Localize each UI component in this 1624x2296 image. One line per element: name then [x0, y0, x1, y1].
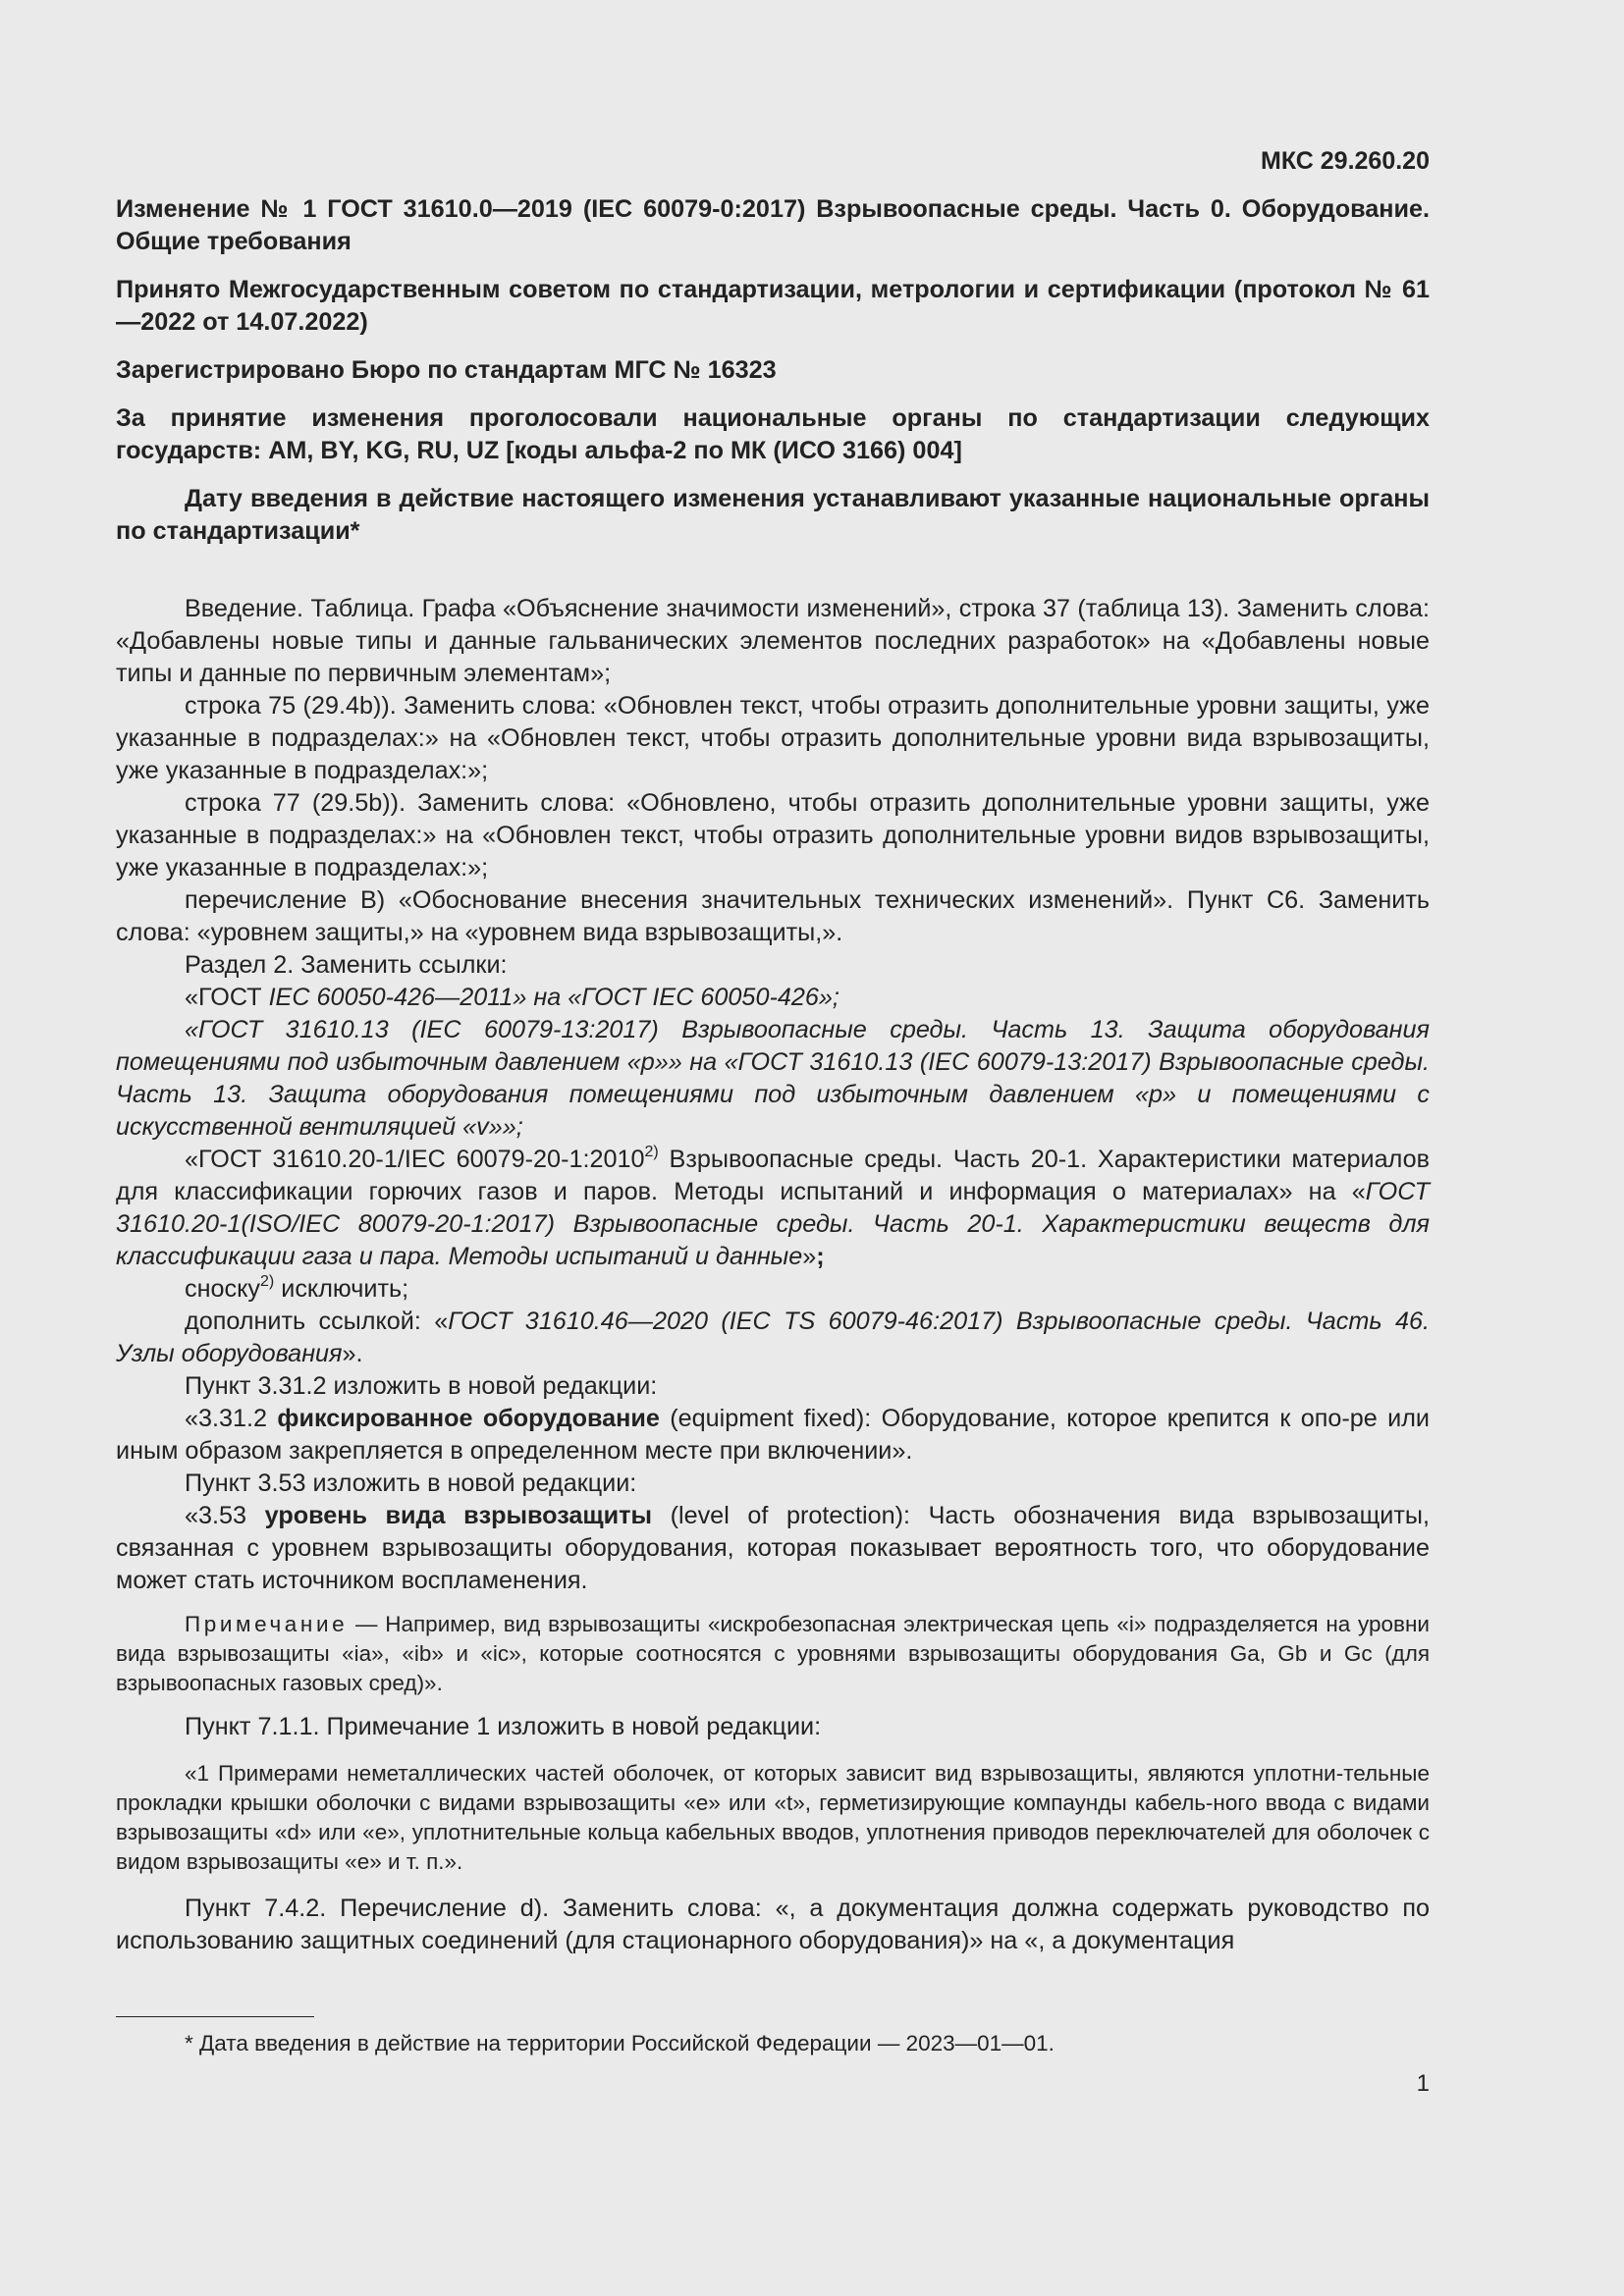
document-content	[116, 145, 1430, 1957]
voting-states: За принятие изменения проголосовали национальные органы по стандартизации следующих государств: AM, BY, KG, RU, UZ [коды альфа-2 по МК (ИСО 3166) 004]	[116, 404, 1430, 464]
paragraph-introduction: Введение. Таблица. Графа «Объяснение значимости изменений», строка 37 (таблица 13). Заменить слова: «Добавлены новые типы и данные гальванических элементов последних разработок» на «Добавлены новые типы и данные по первичным элементам»;	[116, 595, 1430, 687]
footnote-divider	[116, 2016, 314, 2017]
footnote: * Дата введения в действие на территории Российской Федерации — 2023—01—01.	[185, 2031, 1055, 2056]
paragraph-row-75: строка 75 (29.4b)). Заменить слова: «Обновлен текст, чтобы отразить дополнительные уровни защиты, уже указанные в подразделах:» на «Обновлен текст, чтобы отразить дополнительные уровни вида взрывозащиты, уже указанные в подразделах:»;	[116, 692, 1430, 784]
reference-addition: дополнить ссылкой: «ГОСТ 31610.46—2020 (IEC TS 60079-46:2017) Взрывоопасные среды. Часть 46. Узлы оборудования».	[116, 1308, 1430, 1367]
paragraph-row-77: строка 77 (29.5b)). Заменить слова: «Обновлено, чтобы отразить дополнительные уровни защиты, уже указанные в подразделах:» на «Обновлен текст, чтобы отразить дополнительные уровни видов взрывозащиты, уже указанные в подразделах:»;	[116, 789, 1430, 881]
reference-gost-31610-13: «ГОСТ 31610.13 (IEC 60079-13:2017) Взрывоопасные среды. Часть 13. Защита оборудования помещениями под избыточным давлением «р»» на «ГОСТ 31610.13 (IEC 60079-13:2017) Взрывоопасные среды. Часть 13. Защита оборудования помещениями под избыточным давлением «р» и помещениями с искусственной вентиляцией «v»»;	[116, 1016, 1430, 1141]
definition-3-31-2: «3.31.2 фиксированное оборудование (equipment fixed): Оборудование, которое крепится к опо-ре или иным образом закрепляется в определенном месте при включении».	[116, 1405, 1430, 1465]
paragraph-3-31-2-intro: Пункт 3.31.2 изложить в новой редакции:	[185, 1372, 658, 1400]
effective-date-note: Дату введения в действие настоящего изменения устанавливают указанные национальные органы по стандартизации*	[116, 485, 1430, 545]
reference-iec-60050: «ГОСТ IEC 60050-426—2011» на «ГОСТ IEC 60050-426»;	[185, 984, 839, 1011]
note-7-1-1: «1 Примерами неметаллических частей оболочек, от которых зависит вид взрывозащиты, являются уплотни-тельные прокладки крышки оболочки с видами взрывозащиты «e» или «t», герметизирующие компаунды кабель-ного ввода с видами взрывозащиты «d» или «e», уплотнительные кольца кабельных вводов, уплотнения приводов переключателей для оболочек с видом взрывозащиты «e» и т. п.».	[116, 1761, 1430, 1874]
definition-3-53: «3.53 уровень вида взрывозащиты (level of protection): Часть обозначения вида взрывозащиты, связанная с уровнем взрывозащиты оборудования, которая показывает вероятность того, что оборудование может стать источником воспламенения.	[116, 1502, 1430, 1594]
paragraph-7-1-1: Пункт 7.1.1. Примечание 1 изложить в новой редакции:	[185, 1713, 822, 1740]
note-3-53: Примечание — Например, вид взрывозащиты «искробезопасная электрическая цепь «i» подразделяется на уровни вида взрывозащиты «ia», «ib» и «ic», которые соотносятся с уровнями взрывозащиты оборудования Ga, Gb и Gc (для взрывоопасных газовых сред)».	[116, 1612, 1430, 1695]
adopted-by: Принято Межгосударственным советом по стандартизации, метрологии и сертификации (протокол № 61—2022 от 14.07.2022)	[116, 276, 1430, 336]
paragraph-section-2: Раздел 2. Заменить ссылки:	[185, 951, 508, 979]
paragraph-listing-b: перечисление B) «Обоснование внесения значительных технических изменений». Пункт С6. Заменить слова: «уровнем защиты,» на «уровнем вида взрывозащиты,».	[116, 886, 1430, 946]
mks-code: МКС 29.260.20	[1261, 147, 1430, 175]
reference-gost-31610-20-1: «ГОСТ 31610.20-1/IEC 60079-20-1:2010$^{2)}$ Взрывоопасные среды. Часть 20-1. Характеристики материалов для классификации горючих газов и паров. Методы испытаний и информация о материалах» на «ГОСТ 31610.20-1(ISO/IEC 80079-20-1:2017) Взрывоопасные среды. Часть 20-1. Характеристики веществ для классификации газа и пара. Методы испытаний и данные»;	[116, 1143, 1430, 1270]
paragraph-7-4-2: Пункт 7.4.2. Перечисление d). Заменить слова: «, а документация должна содержать руководство по использованию защитных соединений (для стационарного оборудования)» на «, а документация	[116, 1895, 1430, 1954]
paragraph-3-53-intro: Пункт 3.53 изложить в новой редакции:	[185, 1469, 637, 1497]
footnote-removal: сноску$^{2)}$ исключить;	[185, 1272, 409, 1303]
registration: Зарегистрировано Бюро по стандартам МГС № 16323	[116, 356, 777, 384]
amendment-title: Изменение № 1 ГОСТ 31610.0—2019 (IEC 60079-0:2017) Взрывоопасные среды. Часть 0. Оборудование. Общие требования	[116, 195, 1430, 255]
page-number: 1	[1416, 2070, 1430, 2097]
